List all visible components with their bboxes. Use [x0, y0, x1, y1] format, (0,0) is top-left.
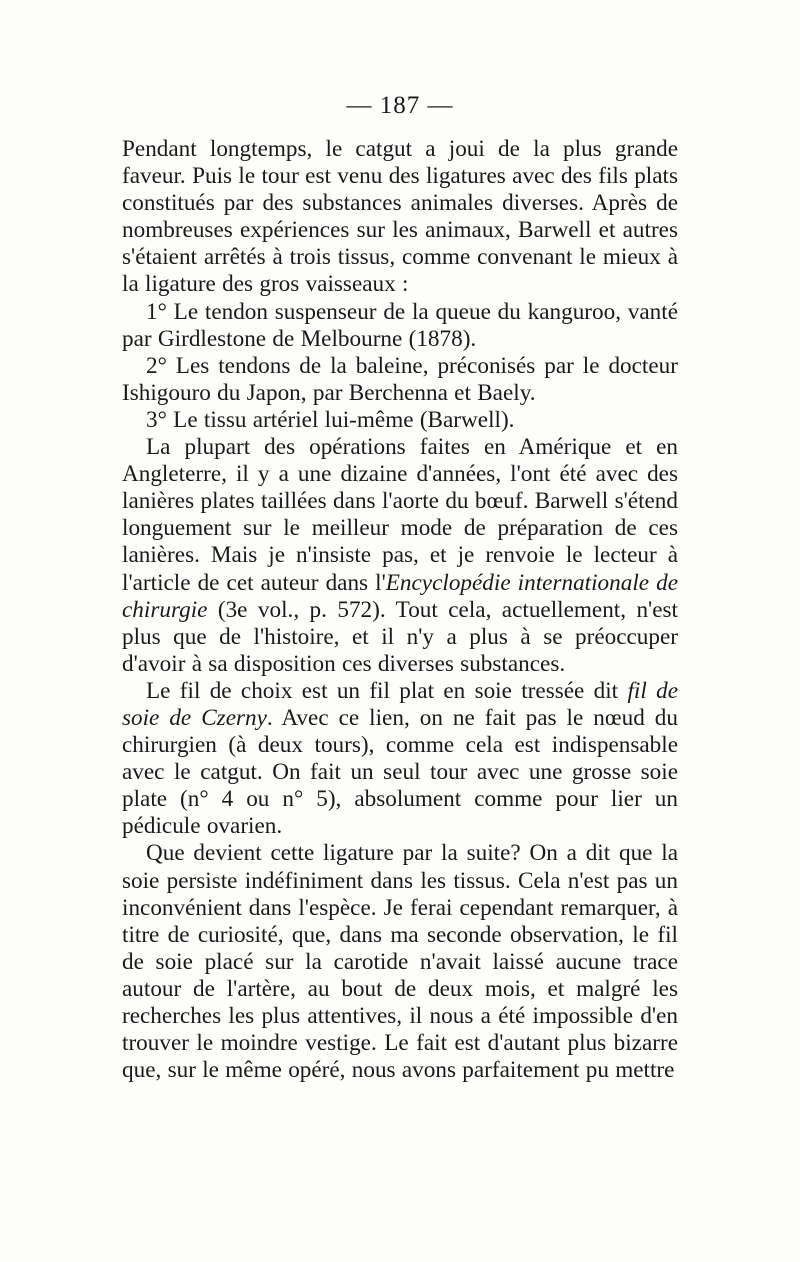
paragraph	[122, 840, 678, 1084]
text-run: Pendant longtemps, le catgut a joui de la plus grande faveur. Puis le tour est venu des ligatures avec des fils plats constitués par des substances animales diverses. Après de nombreuses expériences sur les animaux, Barwell et autres s'étaient arrêtés à trois tissus, comme convenant le mieux à la ligature des gros vaisseaux :	[122, 136, 678, 298]
paragraph	[122, 353, 678, 407]
paragraph	[122, 299, 678, 353]
text-run: . Avec ce lien, on ne fait pas le nœud du chirurgien (à deux tours), comme cela est indispensable avec le catgut. On fait un seul tour avec une grosse soie plate (n° 4 ou n° 5), absolument comme pour lier un pédicule ovarien.	[122, 704, 678, 840]
text-run: 1° Le tendon suspenseur de la queue du kanguroo, vanté par Girdlestone de Melbourne (1878).	[122, 298, 678, 352]
page-number: — 187 —	[346, 92, 454, 119]
text-run: 3° Le tissu artériel lui-même (Barwell).	[146, 406, 515, 433]
italic-text: fil de soie de Czerny	[122, 677, 678, 731]
text-run: Que devient cette ligature par la suite? On a dit que la soie persiste indéfiniment dans les tissus. Cela n'est pas un inconvénient dans l'espèce. Je ferai cependant remarquer, à titre de curiosité, que, dans ma seconde observation, le fil de soie placé sur la carotide n'avait laissé aucune trace autour de l'artère, au bout de deux mois, et malgré les recherches les plus attentives, il nous a été impossible d'en trouver le moindre vestige. Le fait est d'autant plus bizarre que, sur le même opéré, nous avons parfaitement pu mettre	[122, 840, 678, 1084]
text-run: (3e vol., p. 572). Tout cela, actuellement, n'est plus que de l'histoire, et il n'y a plus à se préoccuper d'avoir à sa disposition ces diverses substances.	[122, 596, 678, 677]
paragraph	[122, 407, 678, 434]
text-run: Le fil de choix est un fil plat en soie tressée dit	[146, 677, 628, 704]
body-text	[122, 136, 678, 1084]
text-run: 2° Les tendons de la baleine, préconisés par le docteur Ishigouro du Japon, par Berchenna et Baely.	[122, 352, 678, 406]
paragraph	[122, 136, 678, 299]
text-run: La plupart des opérations faites en Amérique et en Angleterre, il y a une dizaine d'années, l'ont été avec des lanières plates taillées dans l'aorte du bœuf. Barwell s'étend longuement sur le meilleur mode de préparation de ces lanières. Mais je n'insiste pas, et je renvoie le lecteur à l'article de cet auteur dans l'	[122, 434, 678, 596]
italic-text: Encyclopédie internationale de chirurgie	[122, 569, 678, 623]
paragraph	[122, 678, 678, 841]
paragraph	[122, 434, 678, 678]
